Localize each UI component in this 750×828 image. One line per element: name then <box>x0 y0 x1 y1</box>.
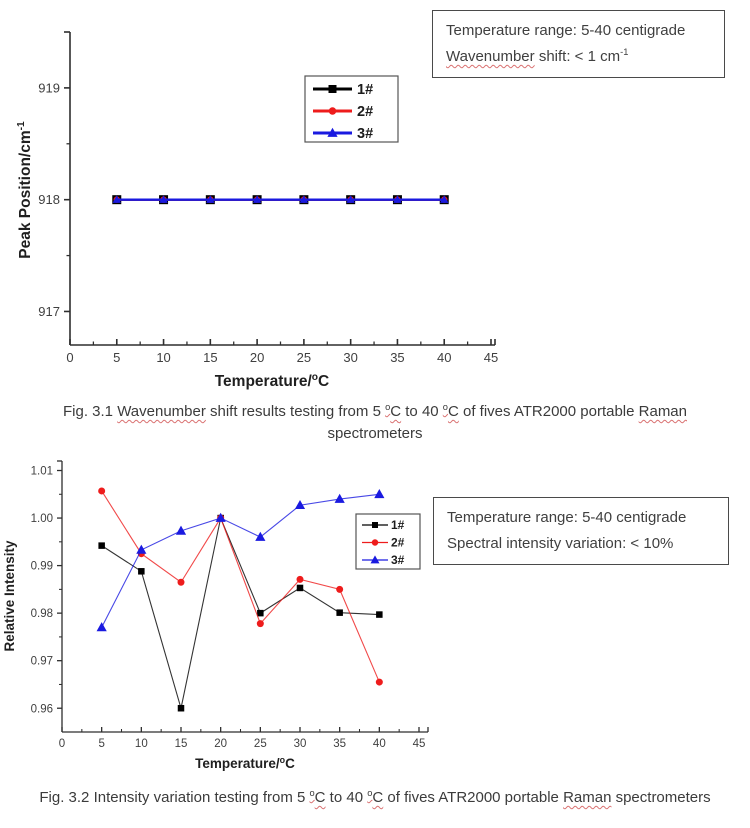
y-tick-label: 918 <box>38 192 60 208</box>
triangle-marker <box>97 622 107 631</box>
square-marker <box>329 85 337 93</box>
text-segment: C <box>372 789 384 806</box>
text-segment: spectrometers <box>611 789 711 806</box>
x-tick-label: 10 <box>156 350 171 365</box>
square-marker <box>138 568 145 575</box>
caption-line <box>0 401 750 423</box>
square-marker <box>372 522 378 528</box>
x-tick-label: 15 <box>203 350 218 365</box>
text-segment: C <box>314 789 326 806</box>
x-axis-title: Temperature/$^o$C <box>195 754 295 771</box>
info-box-line <box>446 44 711 70</box>
circle-marker <box>98 487 105 494</box>
caption-line <box>0 787 750 809</box>
y-tick-label: 0.99 <box>30 560 53 573</box>
axes <box>31 461 428 750</box>
triangle-marker <box>374 489 384 498</box>
text-segment: o <box>367 788 373 798</box>
text-segment: of fives ATR2000 portable <box>458 403 639 420</box>
text-segment: o <box>309 788 315 798</box>
text-segment: Temperature range: 5-40 centigrade <box>446 22 686 39</box>
x-tick-label: 20 <box>214 738 228 750</box>
circle-marker <box>336 586 343 593</box>
x-tick-label: 5 <box>113 350 121 365</box>
text-segment: shift: < 1 cm <box>534 48 621 65</box>
series-1# <box>98 515 382 712</box>
text-segment: C <box>447 403 459 420</box>
text-segment: to 40 <box>401 403 443 420</box>
square-marker <box>178 705 185 712</box>
circle-marker <box>329 107 337 115</box>
y-tick-label: 1.01 <box>30 465 53 478</box>
x-tick-label: 30 <box>293 738 307 750</box>
y-tick-label: 1.00 <box>30 513 53 526</box>
text-segment: -1 <box>620 47 629 57</box>
square-marker <box>257 610 264 617</box>
x-tick-label: 45 <box>483 350 499 365</box>
fig-3-1-info-box <box>432 10 725 78</box>
square-marker <box>336 609 343 616</box>
text-segment: o <box>385 402 391 412</box>
legend-label: 2# <box>391 535 405 550</box>
x-tick-label: 35 <box>333 738 347 750</box>
x-tick-label: 40 <box>436 350 452 365</box>
fig-3-2-chart <box>0 450 460 790</box>
x-tick-label: 40 <box>372 738 386 750</box>
fig-3-2-caption <box>0 787 750 809</box>
legend-label: 1# <box>391 518 405 533</box>
y-tick-label: 0.97 <box>30 655 53 668</box>
y-axis-title: Peak Position/$cm^{-1}$ <box>16 121 34 259</box>
text-segment: Spectral intensity variation: < 10% <box>447 535 674 552</box>
x-tick-label: 25 <box>296 350 312 365</box>
x-tick-label: 15 <box>174 738 188 750</box>
y-tick-label: 919 <box>38 80 60 96</box>
x-tick-label: 35 <box>390 350 405 365</box>
text-segment: Raman <box>638 403 687 420</box>
y-tick-label: 0.98 <box>30 608 53 621</box>
triangle-marker <box>255 532 265 541</box>
series-3# <box>113 195 449 202</box>
y-axis-title: Relative Intensity <box>2 540 17 652</box>
legend-label: 3# <box>357 126 374 143</box>
x-tick-label: 0 <box>58 738 66 750</box>
text-segment: to 40 <box>325 789 368 806</box>
text-segment: shift results testing from 5 <box>205 403 386 420</box>
x-tick-label: 20 <box>249 350 265 365</box>
square-marker <box>297 585 304 592</box>
legend <box>305 76 398 142</box>
text-segment: Wavenumber <box>117 403 206 420</box>
circle-marker <box>178 579 185 586</box>
text-segment: o <box>442 402 448 412</box>
series-line <box>102 494 380 627</box>
x-tick-label: 0 <box>66 350 74 365</box>
text-segment: of fives ATR2000 portable <box>383 789 564 806</box>
fig-3-1-caption <box>0 401 750 445</box>
x-axis-title: Temperature/$^o$C <box>214 372 330 390</box>
caption-line <box>0 423 750 445</box>
legend <box>356 514 420 569</box>
x-tick-label: 30 <box>343 350 358 365</box>
y-tick-label: 0.96 <box>30 703 53 716</box>
info-box-line <box>447 505 715 531</box>
info-box-line <box>447 531 715 557</box>
circle-marker <box>257 620 264 627</box>
circle-marker <box>372 539 379 546</box>
fig-3-2-info-box <box>433 497 729 565</box>
legend-label: 3# <box>391 553 405 568</box>
x-tick-label: 5 <box>98 738 105 750</box>
text-segment: Temperature range: 5-40 centigrade <box>447 509 687 526</box>
text-segment: Wavenumber <box>446 48 535 65</box>
square-marker <box>376 611 383 618</box>
x-tick-label: 10 <box>134 738 148 750</box>
info-box-line <box>446 18 711 44</box>
legend-box <box>356 514 420 569</box>
text-segment: Fig. 3.1 <box>62 403 118 420</box>
circle-marker <box>376 679 383 686</box>
triangle-marker <box>136 545 146 554</box>
text-segment: Raman <box>563 789 612 806</box>
y-tick-label: 917 <box>38 304 60 320</box>
legend-label: 2# <box>357 104 374 121</box>
series-2# <box>98 487 383 685</box>
triangle-marker <box>216 513 226 522</box>
text-segment: Fig. 3.2 Intensity variation testing from 5 <box>39 789 310 806</box>
legend-label: 1# <box>357 82 374 99</box>
circle-marker <box>297 576 304 583</box>
text-segment: spectrometers <box>327 425 423 442</box>
square-marker <box>98 542 105 549</box>
x-tick-label: 25 <box>253 738 267 750</box>
text-segment: C <box>390 403 402 420</box>
x-tick-label: 45 <box>412 738 426 750</box>
